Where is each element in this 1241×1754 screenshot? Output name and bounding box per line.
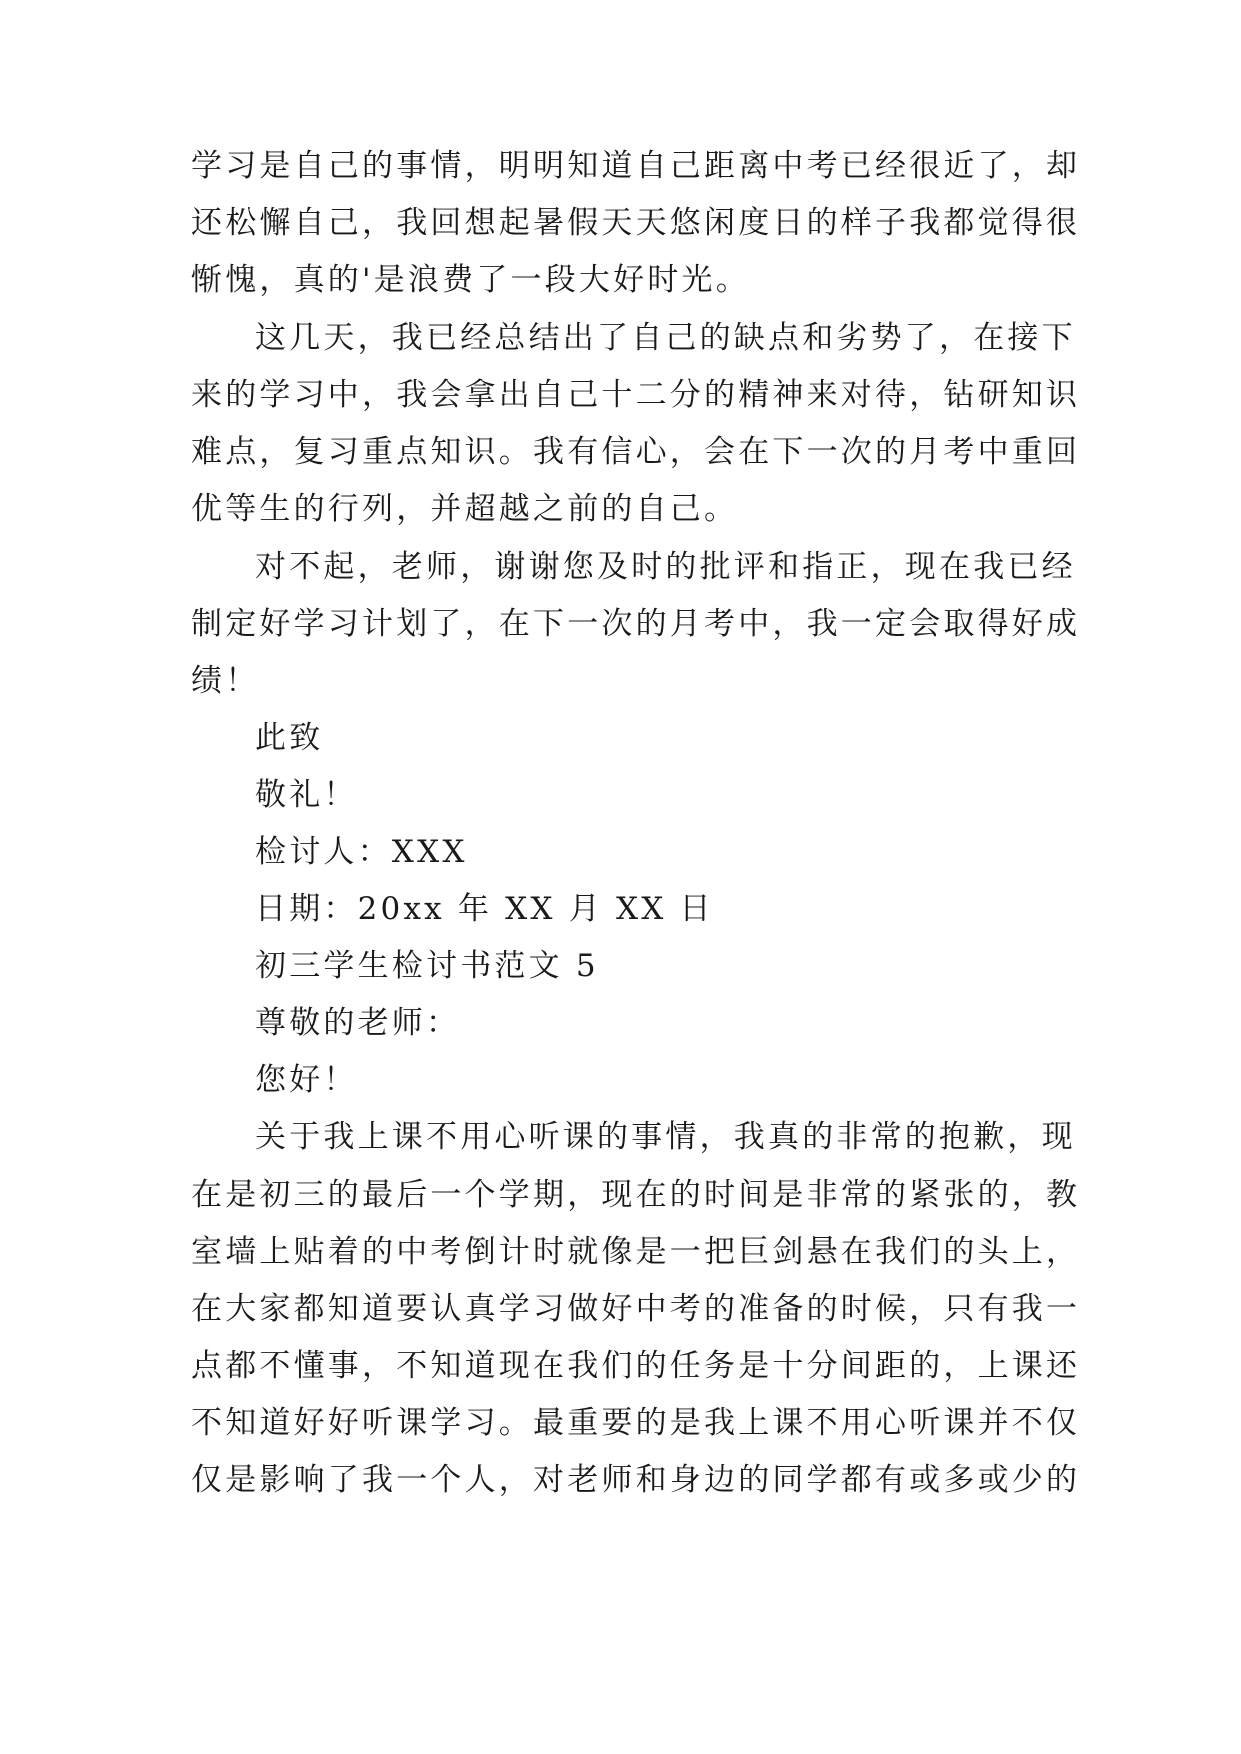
text-line: 关于我上课不用心听课的事情，我真的非常的抱歉，现 [255, 1119, 1076, 1155]
signature-line: 检讨人：XXX [255, 834, 468, 870]
closing-respect: 敬礼！ [255, 777, 358, 813]
closing-salutation: 此致 [255, 720, 324, 756]
text-line: 室墙上贴着的中考倒计时就像是一把巨剑悬在我们的头上， [191, 1234, 1081, 1270]
text-line: 在是初三的最后一个学期，现在的时间是非常的紧张的，教 [191, 1177, 1081, 1213]
date-line: 日期：20xx 年 XX 月 XX 日 [255, 891, 714, 927]
text-line: 不知道好好听课学习。最重要的是我上课不用心听课并不仅 [191, 1405, 1081, 1441]
text-line: 在大家都知道要认真学习做好中考的准备的时候，只有我一 [191, 1291, 1081, 1327]
greeting: 尊敬的老师： [255, 1005, 461, 1041]
text-line: 制定好学习计划了，在下一次的月考中，我一定会取得好成 [191, 606, 1081, 642]
text-line: 这几天，我已经总结出了自己的缺点和劣势了，在接下 [255, 320, 1076, 356]
text-line: 优等生的行列，并超越之前的自己。 [191, 491, 739, 527]
text-line: 难点，复习重点知识。我有信心，会在下一次的月考中重回 [191, 434, 1081, 470]
text-line: 来的学习中，我会拿出自己十二分的精神来对待，钻研知识 [191, 377, 1081, 413]
text-line: 还松懈自己，我回想起暑假天天悠闲度日的样子我都觉得很 [191, 205, 1081, 241]
text-line: 惭愧，真的'是浪费了一段大好时光。 [191, 262, 750, 298]
text-line: 点都不懂事，不知道现在我们的任务是十分间距的，上课还 [191, 1348, 1081, 1384]
greeting-hello: 您好！ [255, 1062, 358, 1098]
text-line: 对不起，老师，谢谢您及时的批评和指正，现在我已经 [255, 549, 1076, 585]
section-title: 初三学生检讨书范文 5 [255, 948, 599, 984]
text-line: 仅是影响了我一个人，对老师和身边的同学都有或多或少的 [191, 1462, 1081, 1498]
text-line: 绩！ [191, 663, 260, 699]
text-line: 学习是自己的事情，明明知道自己距离中考已经很近了，却 [191, 148, 1081, 184]
